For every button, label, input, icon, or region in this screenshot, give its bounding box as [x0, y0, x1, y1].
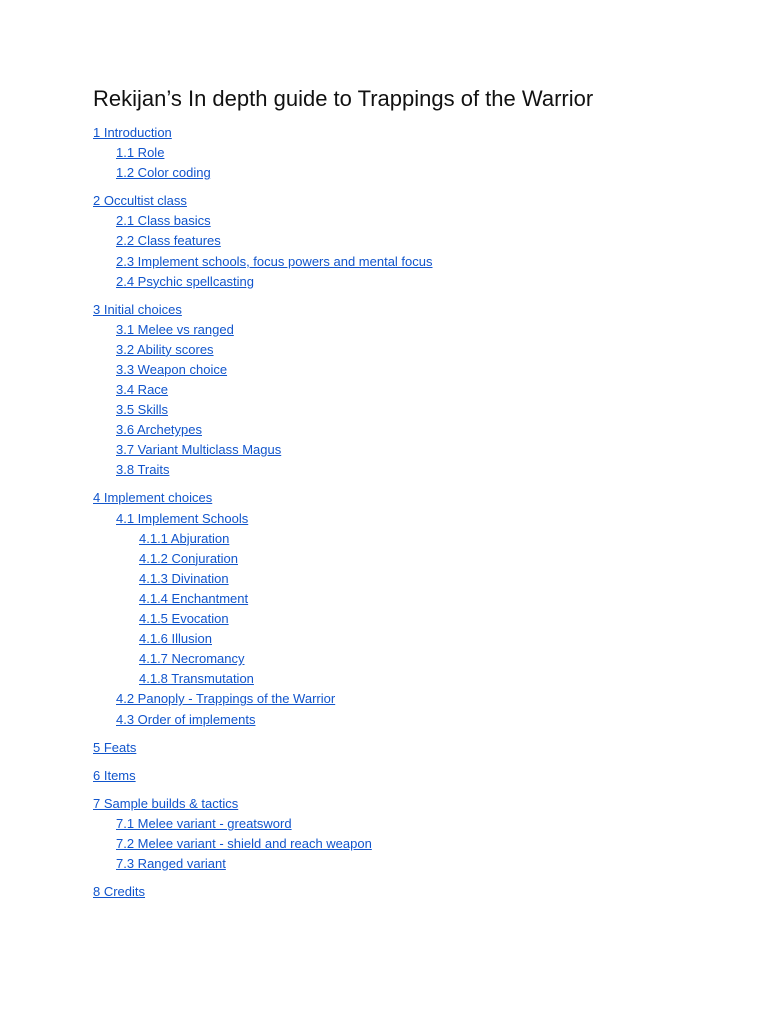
toc-link[interactable]: 1.1 Role: [116, 145, 165, 161]
toc-link[interactable]: 4 Implement choices: [93, 490, 213, 506]
toc-link[interactable]: 7.1 Melee variant - greatsword: [116, 815, 292, 831]
toc-link[interactable]: 3.1 Melee vs ranged: [116, 321, 234, 337]
toc-link[interactable]: 4.1.1 Abjuration: [139, 530, 230, 546]
toc-link[interactable]: 4.1.6 Illusion: [139, 631, 212, 647]
toc-link[interactable]: 2.1 Class basics: [116, 213, 211, 229]
toc-link[interactable]: 1.2 Color coding: [116, 165, 211, 181]
document-title: Rekijan’s In depth guide to Trappings of the Warrior: [93, 86, 594, 111]
toc-link[interactable]: 4.1.5 Evocation: [139, 611, 229, 626]
toc-link[interactable]: 3.8 Traits: [116, 462, 170, 478]
toc-link[interactable]: 7 Sample builds & tactics: [93, 795, 239, 811]
toc-link[interactable]: 3.6 Archetypes: [116, 422, 202, 438]
toc-link[interactable]: 7.2 Melee variant - shield and reach weapon: [116, 835, 372, 851]
toc-link[interactable]: 3.3 Weapon choice: [116, 361, 228, 377]
toc-link[interactable]: 4.1.2 Conjuration: [139, 550, 239, 566]
toc-link[interactable]: 4.1.3 Divination: [139, 570, 229, 586]
toc-link[interactable]: 2.4 Psychic spellcasting: [116, 273, 255, 289]
toc-link[interactable]: 4.3 Order of implements: [116, 711, 256, 727]
toc-link[interactable]: 7.3 Ranged variant: [116, 855, 226, 871]
toc-link[interactable]: 2 Occultist class: [93, 193, 187, 209]
toc-link[interactable]: 4.1.4 Enchantment: [139, 590, 249, 606]
toc-link[interactable]: 1 Introduction: [93, 125, 172, 140]
toc-link[interactable]: 5 Feats: [93, 739, 137, 755]
toc-link[interactable]: 4.1.8 Transmutation: [139, 671, 254, 687]
toc-link[interactable]: 4.1 Implement Schools: [116, 510, 249, 526]
toc-link[interactable]: 2.2 Class features: [116, 233, 221, 249]
toc-link[interactable]: 3.2 Ability scores: [116, 341, 214, 357]
toc-link[interactable]: 4.1.7 Necromancy: [139, 651, 245, 667]
toc-link[interactable]: 8 Credits: [93, 883, 146, 899]
toc-link[interactable]: 3.4 Race: [116, 382, 169, 397]
toc-link[interactable]: 3 Initial choices: [93, 301, 182, 317]
toc-link[interactable]: 4.2 Panoply - Trappings of the Warrior: [116, 691, 336, 707]
toc-link[interactable]: 3.5 Skills: [116, 402, 169, 418]
toc-link[interactable]: 6 Items: [93, 767, 136, 783]
toc-link[interactable]: 2.3 Implement schools, focus powers and mental focus: [116, 253, 433, 269]
toc-link[interactable]: 3.7 Variant Multiclass Magus: [116, 442, 282, 458]
